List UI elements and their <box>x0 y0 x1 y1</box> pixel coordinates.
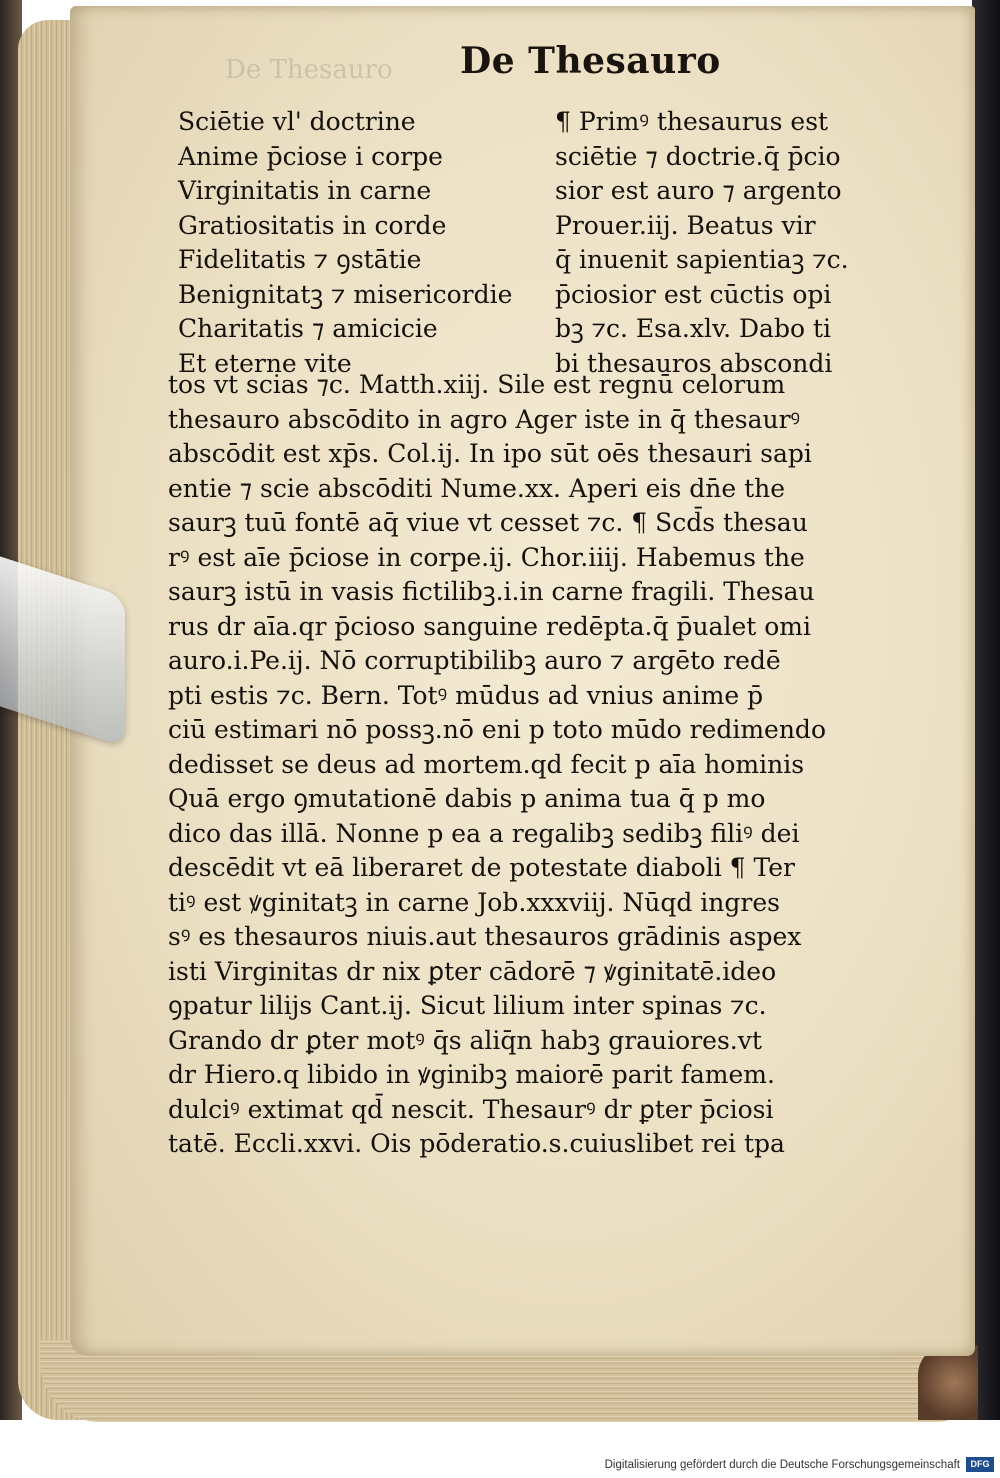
list-item: Anime p̄ciose i corpe <box>178 141 443 171</box>
list-item: Sciētie vl' doctrine <box>178 107 416 136</box>
right-column-text <box>555 105 849 381</box>
text-line: ¶ Primꝰ thesaurus est <box>555 107 829 136</box>
list-item: Gratiositatis in corde <box>178 210 447 240</box>
text-line: Grando dr ꝑter motꝰ q̄s aliq̄n habꝫ grauiores.vt <box>168 1025 762 1055</box>
text-line: ciū estimari nō possꝫ.nō eni p toto mūdo redimendo <box>168 715 826 744</box>
text-line: saurꝫ istū in vasis fictilibꝫ.i.in carne fragili. Thesau <box>168 577 815 606</box>
text-line: p̄ciosior est cūctis opi <box>555 279 832 309</box>
text-line: dedisset se deus ad mortem.qd fecit p aīa hominis <box>168 749 805 779</box>
footer-bar <box>0 1448 1000 1478</box>
text-line: q̄ inuenit sapientiaꝫ ⁊c. <box>555 245 849 274</box>
text-line: tiꝰ est ꝟginitatꝫ in carne Job.xxxviij. Nūqd ingres <box>168 887 780 917</box>
background-right <box>972 0 1000 1420</box>
text-line: dr Hiero.q libido in ꝟginibꝫ maiorē parit famem. <box>168 1060 775 1089</box>
text-line: rus dr aīa.qr p̄cioso sanguine redēpta.q̄ p̄ualet omi <box>168 611 811 641</box>
text-line: tatē. Eccli.xxvi. Ois pōderatio.s.cuiuslibet rei tpa <box>168 1129 785 1158</box>
bleed-through-text: De Thesauro <box>225 55 393 85</box>
text-line: thesauro abscōdito in agro Ager iste in q̄ thesaurꝰ <box>168 404 801 434</box>
text-line: sior est auro ⁊ argento <box>555 176 842 205</box>
book-binding-corner <box>918 1345 978 1420</box>
text-line: tos vt scias ⁊c. Matth.xiij. Sile est regnū celorum <box>168 370 786 399</box>
text-line: sꝰ es thesauros niuis.aut thesauros grādinis aspex <box>168 922 802 951</box>
text-line: dico das illā. Nonne p ea a regalibꝫ sedibꝫ filiꝰ dei <box>168 818 800 848</box>
text-line: rꝰ est aīe p̄ciose in corpe.ij. Chor.iiij. Habemus the <box>168 542 805 572</box>
main-body-text <box>168 368 868 1162</box>
running-header: De Thesauro <box>460 40 721 82</box>
text-line: sciētie ⁊ doctrie.q̄ p̄cio <box>555 141 841 171</box>
text-line: isti Virginitas dr nix ꝑter cādorē ⁊ ꝟginitatē.ideo <box>168 956 777 986</box>
list-item: Benignitatꝫ ⁊ misericordie <box>178 279 513 309</box>
text-line: saurꝫ tuū fontē aq̄ viue vt cesset ⁊c. ¶ Scd̄s thesau <box>168 508 808 537</box>
list-item: Fidelitatis ⁊ ꝯstātie <box>178 245 422 274</box>
text-line: bꝫ ⁊c. Esa.xlv. Dabo ti <box>555 314 831 343</box>
text-line: bi thesauros abscondi <box>555 348 833 378</box>
left-column-list <box>178 105 512 381</box>
text-line: abscōdit est xp̄s. Col.ij. In ipo sūt oēs thesauri sapi <box>168 439 812 468</box>
list-item: Charitatis ⁊ amicicie <box>178 314 438 343</box>
text-line: auro.i.Pe.ij. Nō corruptibilibꝫ auro ⁊ argēto redē <box>168 646 781 675</box>
text-line: entie ⁊ scie abscōditi Nume.xx. Aperi eis dn̄e the <box>168 473 786 503</box>
list-item: Virginitatis in carne <box>178 176 432 205</box>
text-line: dulciꝰ extimat qd̄ nescit. Thesaurꝰ dr ꝑter p̄ciosi <box>168 1094 774 1124</box>
text-line: ꝯpatur lilijs Cant.ij. Sicut lilium inter spinas ⁊c. <box>168 991 767 1020</box>
dfg-logo: DFG <box>966 1457 994 1472</box>
text-line: Prouer.iij. Beatus vir <box>555 210 816 240</box>
text-line: Quā ergo ꝯmutationē dabis p anima tua q̄ p mo <box>168 784 766 813</box>
text-line: descēdit vt eā liberaret de potestate diaboli ¶ Ter <box>168 853 796 882</box>
funding-credit: Digitalisierung gefördert durch die Deutsche Forschungsgemeinschaft <box>604 1459 960 1471</box>
list-item: Et eterne vite <box>178 348 352 378</box>
text-line: pti estis ⁊c. Bern. Totꝰ mūdus ad vnius anime p̄ <box>168 680 764 710</box>
